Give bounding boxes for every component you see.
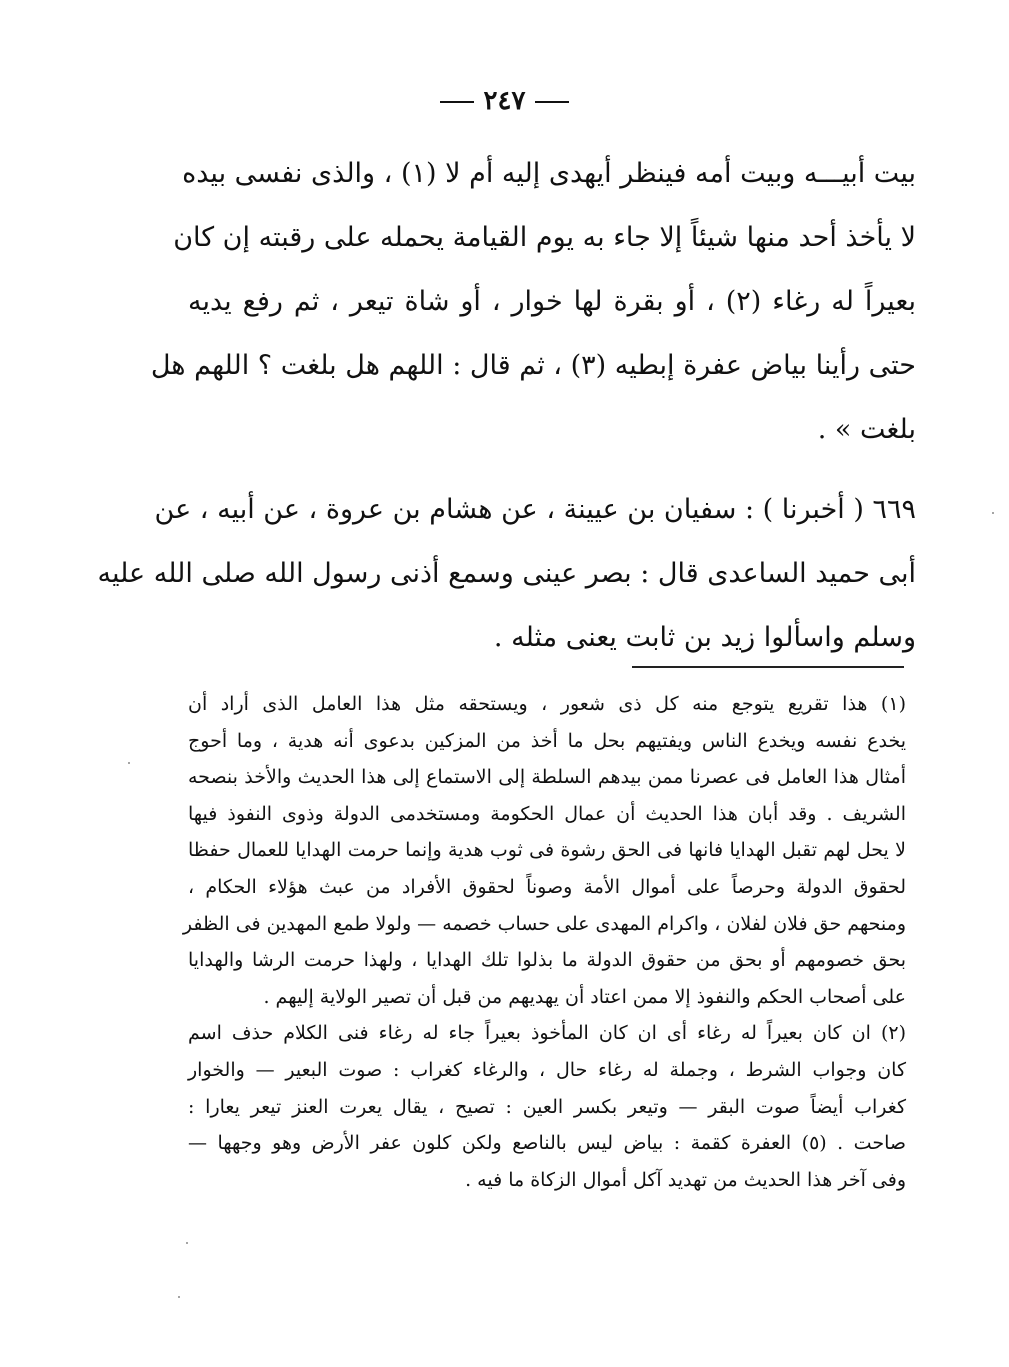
page-number-value: ٢٤٧	[483, 86, 526, 116]
footnote-1-line: على أصحاب الحكم والنفوذ إلا ممن اعتاد أن يهديهم من قبل أن تصير الولاية إليهم .	[263, 985, 906, 1008]
page-number-dash-left	[440, 101, 474, 103]
footnote-1-line: أمثال هذا العامل فى عصرنا ممن بيدهم السلطة إلى الاستماع إلى هذا الحديث والأخذ بنصحه	[188, 766, 906, 789]
scan-speck	[992, 512, 994, 514]
hadith-669-line: ٦٦٩ ( أخبرنا ) : سفيان بن عيينة ، عن هشام بن عروة ، عن أبيه ، عن	[154, 494, 916, 525]
footnote-1-line: (١) هذا تقريع يتوجع منه كل ذى شعور ، ويستحقه مثل هذا العامل الذى أراد أن	[188, 693, 906, 715]
main-text-line: لا يأخذ أحد منها شيئاً إلا جاء به يوم القيامة يحمله على رقبته إن كان	[173, 222, 916, 253]
footnote-1-line: لا يحل لهم تقبل الهدايا فانها فى الحق رشوة فى ثوب هدية وإنما حرمت الهدايا للعمال حفظا	[188, 839, 906, 862]
scan-speck	[178, 1296, 180, 1298]
main-text-line: حتى رأينا بياض عفرة إبطيه (٣) ، ثم قال : اللهم هل بلغت ؟ اللهم هل	[150, 350, 916, 381]
main-text-line: بيت أبيـــه وبيت أمه فينظر أيهدى إليه أم لا (١) ، والذى نفسى بيده	[182, 158, 916, 189]
footnote-separator	[632, 666, 904, 668]
footnote-1-line: لحقوق الدولة وحرصاً على أموال الأمة وصوناً لحقوق الأفراد من عبث هؤلاء الحكام ،	[188, 875, 906, 898]
footnote-1-line: ومنحهم حق فلان لفلان ، واكرام المهدى على حساب خصمه — ولولا طمع المهدين فى الظفر	[182, 912, 906, 935]
scan-speck	[186, 1242, 188, 1244]
footnote-1-line: الشريف . وقد أبان هذا الحديث أن عمال الحكومة ومستخدمى الدولة وذوى النفوذ فيها	[188, 802, 906, 825]
main-text	[97, 142, 916, 670]
main-text-line: بلغت » .	[817, 414, 916, 445]
footnote-2-line: (٢) ان كان بعيراً له رغاء أى ان كان المأخوذ بعيراً جاء له رغاء فنى الكلام حذف اسم	[188, 1022, 906, 1045]
footnote-3-line: صاحت . (٥) العفرة كقمة : بياض ليس بالناصع ولكن كلون عفر الأرض وهو وجهها —	[188, 1132, 907, 1155]
footnote-2-line: كان وجواب الشرط ، وجملة له رغاء حال ، والرغاء كغراب : صوت البعير — والخوار	[188, 1058, 906, 1081]
page-number-dash-right	[535, 101, 569, 103]
footnote-1-line: بحق خصومهم أو بحق من حقوق الدولة ما بذلوا تلك الهدايا ، ولهذا حرمت الرشا والهدايا	[188, 949, 906, 972]
footnotes	[182, 686, 907, 1198]
footnote-1-line: يخدع نفسه ويخدع الناس ويفتيهم بحل ما أخذ من المزكين بدعوى أنه هدية ، وما أحوج	[188, 729, 906, 752]
hadith-669-line: أبى حميد الساعدى قال : بصر عينى وسمع أذنى رسول الله صلى الله عليه	[97, 558, 916, 589]
footnote-2-line: كغراب أيضاً صوت البقر — وتيعر بكسر العين : تصيح ، يقال يعرت العنز تيعر يعارا :	[188, 1095, 906, 1118]
scan-speck	[128, 762, 130, 764]
footnote-3-line: وفى آخر هذا الحديث من تهديد آكل أموال الزكاة ما فيه .	[465, 1168, 906, 1191]
page-number	[0, 84, 1009, 118]
hadith-669-line: وسلم واسألوا زيد بن ثابت يعنى مثله .	[493, 622, 916, 653]
main-text-line: بعيراً له رغاء (٢) ، أو بقرة لها خوار ، أو شاة تيعر ، ثم رفع يديه	[188, 286, 916, 317]
